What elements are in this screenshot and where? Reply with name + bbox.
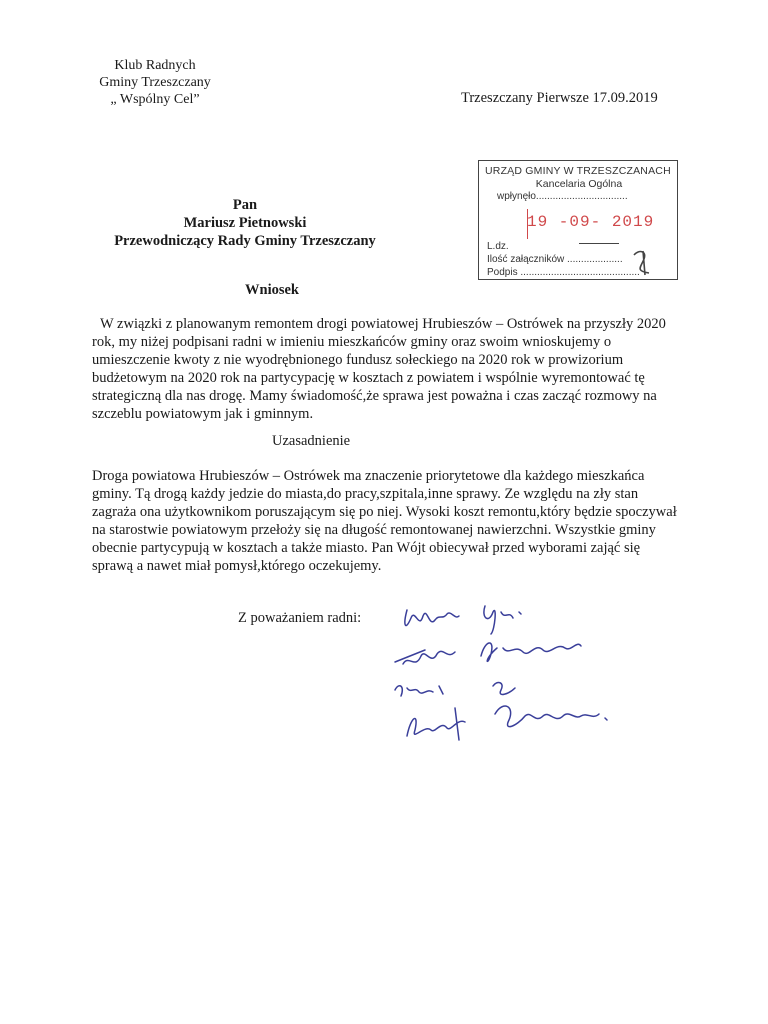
addressee-position: Przewodniczący Rady Gminy Trzeszczany <box>114 233 376 249</box>
addressee-name: Mariusz Pietnowski <box>183 215 307 231</box>
stamp-date: 19 -09- 2019 <box>527 213 655 231</box>
stamp-signature: Podpis ........................................... <box>487 267 640 278</box>
sender-line-2: Gminy Trzeszczany <box>99 75 211 90</box>
stamp-ldz: L.dz. <box>487 241 509 252</box>
closing-text: Z poważaniem radni: <box>238 610 362 626</box>
registry-stamp <box>478 160 678 280</box>
stamp-office: URZĄD GMINY W TRZESZCZANACH <box>485 165 671 177</box>
place-date: Trzeszczany Pierwsze 17.09.2019 <box>461 90 658 106</box>
addressee-block <box>0 196 490 250</box>
request-paragraph: W związki z planowanym remontem drogi powiatowej Hrubieszów – Ostrówek na przyszły 2020 rok, my niżej podpisani radni w imieniu mieszkańców gminy oraz swoim wnioskujemy o umieszczenie kwoty z nie wyodrębnionego fundusz sołeckiego na 2020 rok w prowizorium budżetowym na 2020 rok na partycypację w kosztach z powiatem i wspólnie wyremontować tę strategiczną dla nas drogę. Mamy świadomość,że sprawa jest poważna i czas zacząć rozmowy na szczeblu powiatowym jak i gminnym. <box>92 316 666 422</box>
addressee-salutation: Pan <box>232 197 258 213</box>
justification-title: Uzasadnienie <box>272 433 351 449</box>
justification-paragraph: Droga powiatowa Hrubieszów – Ostrówek ma znaczenie priorytetowe dla każdego mieszkańca gminy. Tą drogą każdy jedzie do miasta,do pracy,szpitala,inne sprawy. Ze względu na zły stan zagraża ona użytkownikom poruszającym się po niej. Wysoki koszt remontu,który będzie spoczywał na starostwie powiatowym przełoży się na długość remontowanej nawierzchni. Wszystkie gminy obecnie partycypują w kosztach a także miasto. Pan Wójt obiecywał przed wyborami zająć się sprawą a nawet miał pomysł,którego oczekujemy. <box>92 468 677 574</box>
handwritten-count-icon <box>629 247 659 277</box>
stamp-rule <box>579 243 619 244</box>
sender-line-1: Klub Radnych <box>114 58 196 73</box>
stamp-chancery: Kancelaria Ogólna <box>535 178 623 190</box>
sender-block <box>0 57 310 108</box>
handwritten-signatures-icon <box>385 590 625 760</box>
signatures <box>385 590 625 760</box>
stamp-attachments: Ilość załączników .................... <box>487 254 623 265</box>
stamp-received: wpłynęło................................. <box>497 191 628 202</box>
sender-line-3: „ Wspólny Cel” <box>110 92 200 107</box>
document-title: Wniosek <box>245 282 299 298</box>
